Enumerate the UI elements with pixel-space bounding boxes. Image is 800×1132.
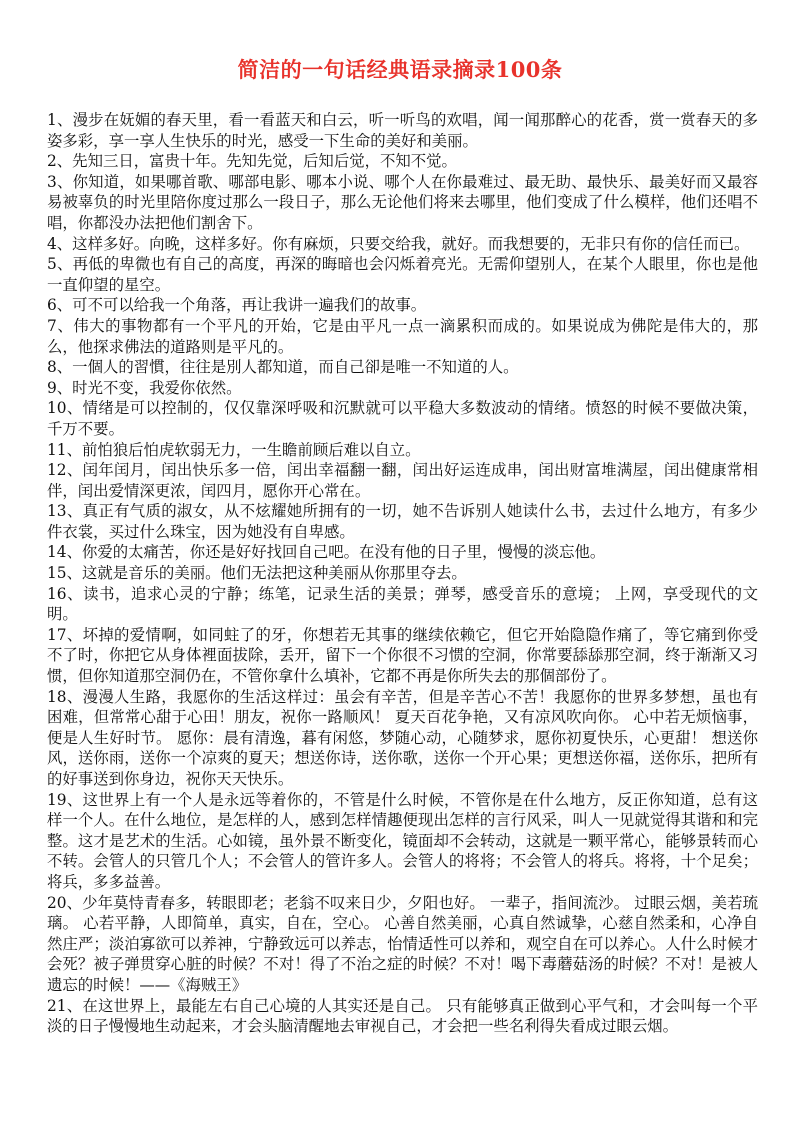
quote-item: 4、这样多好。向晚，这样多好。你有麻烦，只要交给我，就好。而我想要的，无非只有你的信任而已。 [47, 234, 750, 253]
quote-item: 14、你爱的太痛苦，你还是好好找回自己吧。在没有他的日子里，慢慢的淡忘他。 [47, 543, 606, 562]
quote-item: 13、真正有气质的淑女，从不炫耀她所拥有的一切，她不告诉别人她读什么书，去过什么地方，有多少件衣裳，买过什么珠宝，因为她没有自卑感。 [47, 502, 758, 541]
quote-item: 3、你知道，如果哪首歌、哪部电影、哪本小说、哪个人在你最难过、最无助、最快乐、最美好而又最容易被辜负的时光里陪你度过那么一段日子，那么无论他们将来去哪里，他们变成了什么模样，他们还唱不唱，你都没办法把他们割舍下。 [47, 172, 758, 232]
quote-item: 10、情绪是可以控制的，仅仅靠深呼吸和沉默就可以平稳大多数波动的情绪。愤怒的时候不要做决策，千万不要。 [47, 399, 758, 438]
quote-item: 18、漫漫人生路，我愿你的生活这样过：虽会有辛苦，但是辛苦心不苦！我愿你的世界多梦想，虽也有困难，但常常心甜于心田！朋友，祝你一路顺风！ 夏天百花争艳，又有凉风吹向你。 心中若无烦恼事，便是人生好时节。 愿你：晨有清逸，暮有闲悠，梦随心动，心随梦求，愿你初夏快乐，心更甜！ 想送你风，送你雨，送你一个凉爽的夏天；想送你诗，送你歌，送你一个开心果；更想送你福，送你乐，把所有的好事送到你身边，祝你天天快乐。 [47, 687, 758, 788]
quote-item: 1、漫步在妩媚的春天里，看一看蓝天和白云，听一听鸟的欢唱，闻一闻那醉心的花香，赏一赏春天的多姿多彩，享一享人生快乐的时光，感受一下生命的美好和美丽。 [47, 111, 758, 150]
quote-item: 9、时光不变，我爱你依然。 [47, 378, 242, 397]
quote-item: 17、坏掉的爱情啊，如同蛀了的牙，你想若无其事的继续依赖它，但它开始隐隐作痛了，等它痛到你受不了时，你把它从身体裡面拔除，丢开，留下一个你很不习惯的空洞，你常要舔舔那空洞，终于渐渐又习惯，但你知道那空洞仍在，不管你拿什么填补，它都不再是你所失去的那個部份了。 [47, 625, 758, 686]
quote-item: 7、伟大的事物都有一个平凡的开始，它是由平凡一点一滴累积而成的。如果说成为佛陀是伟大的，那么，他探求佛法的道路则是平凡的。 [47, 316, 758, 356]
quote-item: 15、这就是音乐的美丽。他们无法把这种美丽从你那里夺去。 [47, 564, 467, 583]
quote-item: 21、在这世界上，最能左右自己心境的人其实还是自己。 只有能够真正做到心平气和，才会叫每一个平淡的日子慢慢地生动起来，才会头脑清醒地去审视自己，才会把一些名利得失看成过眼云烟。 [47, 996, 758, 1036]
quote-item: 12、闰年闰月，闰出快乐多一倍，闰出幸福翻一翻，闰出好运连成串，闰出财富堆满屋，闰出健康常相伴，闰出爱情深更浓，闰四月，愿你开心常在。 [47, 461, 758, 500]
quote-item: 20、少年莫恃青春多，转眼即老；老翁不叹来日少，夕阳也好。 一辈子，指间流沙。 过眼云烟，美若琉璃。 心若平静，人即简单，真实，自在，空心。 心善自然美丽，心真自然诚挚，心慈自然柔和，心净自然庄严；淡泊寡欲可以养神，宁静致远可以养志，怡情适性可以养和，观空自在可以养心。人什么时候才会死？被子弹贯穿心脏的时候？不对！得了不治之症的时候？不对！喝下毒蘑菇汤的时候？不对！是被人遗忘的时候！——《海贼王》 [47, 893, 758, 994]
document-title: 简洁的一句话经典语录摘录100条 [237, 57, 563, 82]
quote-item: 8、一個人的習慣，往往是別人都知道，而自己卻是唯一不知道的人。 [47, 358, 519, 377]
quote-list [47, 110, 758, 1037]
quote-item: 6、可不可以给我一个角落，再让我讲一遍我们的故事。 [47, 296, 427, 315]
quote-item: 11、前怕狼后怕虎软弱无力，一生瞻前顾后难以自立。 [47, 440, 421, 459]
quote-item: 16、读书，追求心灵的宁静；练笔，记录生活的美景；弹琴，感受音乐的意境； 上网，享受现代的文明。 [47, 584, 758, 624]
quote-item: 19、这世界上有一个人是永远等着你的，不管是什么时候，不管你是在什么地方，反正你知道，总有这样一个人。在什么地位，是怎样的人，感到怎样情趣便现出怎样的言行风采，叫人一见就觉得其谐和和完整。这才是艺术的生活。心如镜，虽外景不断变化，镜面却不会转动，这就是一颗平常心，能够景转而心不转。会管人的只管几个人；不会管人的管许多人。会管人的将将；不会管人的将兵。将将，十个足矣；将兵，多多益善。 [47, 790, 758, 891]
quote-item: 2、先知三日，富贵十年。先知先觉，后知后觉，不知不觉。 [47, 152, 457, 171]
quote-item: 5、再低的卑微也有自己的高度，再深的晦暗也会闪烁着亮光。无需仰望别人，在某个人眼里，你也是他一直仰望的星空。 [47, 255, 758, 294]
